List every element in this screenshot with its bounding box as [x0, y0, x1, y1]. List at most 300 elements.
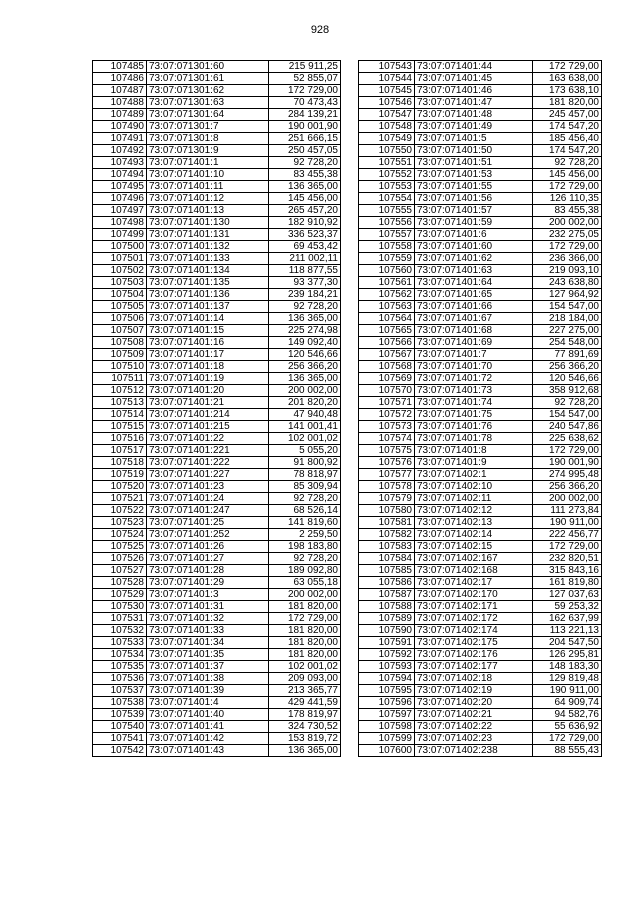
amount-cell: 239 184,21	[269, 289, 341, 301]
amount-cell: 265 457,20	[269, 205, 341, 217]
amount-cell: 200 002,00	[533, 217, 602, 229]
cadastral-number-cell: 73:07:071301:61	[147, 73, 269, 85]
amount-cell: 172 729,00	[533, 733, 602, 745]
table-row	[93, 565, 341, 577]
row-number-cell: 107527	[93, 565, 147, 577]
row-number-cell: 107510	[93, 361, 147, 373]
cadastral-number-cell: 73:07:071401:222	[147, 457, 269, 469]
row-number-cell: 107556	[359, 217, 415, 229]
table-row	[93, 385, 341, 397]
cadastral-number-cell: 73:07:071401:42	[147, 733, 269, 745]
cadastral-number-cell: 73:07:071401:14	[147, 313, 269, 325]
row-number-cell: 107582	[359, 529, 415, 541]
row-number-cell: 107585	[359, 565, 415, 577]
amount-cell: 92 728,20	[533, 397, 602, 409]
table-row	[93, 145, 341, 157]
cadastral-number-cell: 73:07:071401:69	[415, 337, 533, 349]
cadastral-number-cell: 73:07:071401:9	[415, 457, 533, 469]
table-row	[93, 313, 341, 325]
row-number-cell: 107564	[359, 313, 415, 325]
cadastral-number-cell: 73:07:071401:26	[147, 541, 269, 553]
cadastral-number-cell: 73:07:071401:62	[415, 253, 533, 265]
table-row	[359, 577, 602, 589]
table-row	[93, 661, 341, 673]
table-row	[359, 745, 602, 757]
cadastral-number-cell: 73:07:071401:63	[415, 265, 533, 277]
cadastral-number-cell: 73:07:071402:21	[415, 709, 533, 721]
table-row	[93, 445, 341, 457]
row-number-cell: 107533	[93, 637, 147, 649]
amount-cell: 172 729,00	[533, 445, 602, 457]
table-row	[93, 709, 341, 721]
table-row	[359, 85, 602, 97]
cadastral-number-cell: 73:07:071401:47	[415, 97, 533, 109]
row-number-cell: 107502	[93, 265, 147, 277]
row-number-cell: 107526	[93, 553, 147, 565]
row-number-cell: 107538	[93, 697, 147, 709]
table-row	[93, 181, 341, 193]
cadastral-number-cell: 73:07:071402:176	[415, 649, 533, 661]
amount-cell: 181 820,00	[533, 97, 602, 109]
amount-cell: 172 729,00	[533, 61, 602, 73]
row-number-cell: 107515	[93, 421, 147, 433]
cadastral-number-cell: 73:07:071401:75	[415, 409, 533, 421]
cadastral-number-cell: 73:07:071402:11	[415, 493, 533, 505]
amount-cell: 91 800,92	[269, 457, 341, 469]
row-number-cell: 107492	[93, 145, 147, 157]
table-row	[359, 553, 602, 565]
cadastral-number-cell: 73:07:071401:38	[147, 673, 269, 685]
cadastral-number-cell: 73:07:071301:60	[147, 61, 269, 73]
amount-cell: 172 729,00	[269, 613, 341, 625]
cadastral-number-cell: 73:07:071401:18	[147, 361, 269, 373]
cadastral-number-cell: 73:07:071401:55	[415, 181, 533, 193]
amount-cell: 173 638,10	[533, 85, 602, 97]
row-number-cell: 107547	[359, 109, 415, 121]
row-number-cell: 107534	[93, 649, 147, 661]
amount-cell: 251 666,15	[269, 133, 341, 145]
row-number-cell: 107598	[359, 721, 415, 733]
cadastral-number-cell: 73:07:071401:131	[147, 229, 269, 241]
row-number-cell: 107551	[359, 157, 415, 169]
table-row	[359, 589, 602, 601]
cadastral-number-cell: 73:07:071301:62	[147, 85, 269, 97]
row-number-cell: 107501	[93, 253, 147, 265]
cadastral-number-cell: 73:07:071301:8	[147, 133, 269, 145]
amount-cell: 154 547,00	[533, 409, 602, 421]
row-number-cell: 107511	[93, 373, 147, 385]
table-row	[359, 301, 602, 313]
table-row	[93, 697, 341, 709]
cadastral-number-cell: 73:07:071402:23	[415, 733, 533, 745]
amount-cell: 136 365,00	[269, 313, 341, 325]
cadastral-number-cell: 73:07:071401:44	[415, 61, 533, 73]
cadastral-number-cell: 73:07:071401:15	[147, 325, 269, 337]
table-row	[93, 613, 341, 625]
table-row	[93, 481, 341, 493]
cadastral-number-cell: 73:07:071401:32	[147, 613, 269, 625]
amount-cell: 236 366,00	[533, 253, 602, 265]
amount-cell: 92 728,20	[269, 157, 341, 169]
row-number-cell: 107499	[93, 229, 147, 241]
cadastral-number-cell: 73:07:071401:21	[147, 397, 269, 409]
row-number-cell: 107486	[93, 73, 147, 85]
cadastral-number-cell: 73:07:071401:6	[415, 229, 533, 241]
amount-cell: 315 843,16	[533, 565, 602, 577]
amount-cell: 47 940,48	[269, 409, 341, 421]
table-row	[93, 673, 341, 685]
cadastral-number-cell: 73:07:071401:72	[415, 373, 533, 385]
amount-cell: 141 001,41	[269, 421, 341, 433]
table-row	[93, 61, 341, 73]
amount-cell: 174 547,20	[533, 121, 602, 133]
amount-cell: 189 092,80	[269, 565, 341, 577]
table-row	[93, 301, 341, 313]
table-row	[93, 625, 341, 637]
table-row	[359, 325, 602, 337]
table-row	[359, 133, 602, 145]
row-number-cell: 107592	[359, 649, 415, 661]
table-row	[359, 433, 602, 445]
amount-cell: 55 636,92	[533, 721, 602, 733]
row-number-cell: 107583	[359, 541, 415, 553]
table-row	[93, 85, 341, 97]
row-number-cell: 107568	[359, 361, 415, 373]
table-row	[93, 637, 341, 649]
cadastral-number-cell: 73:07:071401:76	[415, 421, 533, 433]
table-row	[93, 457, 341, 469]
row-number-cell: 107599	[359, 733, 415, 745]
table-row	[93, 577, 341, 589]
row-number-cell: 107560	[359, 265, 415, 277]
row-number-cell: 107491	[93, 133, 147, 145]
table-row	[359, 289, 602, 301]
table-row	[93, 217, 341, 229]
amount-cell: 68 526,14	[269, 505, 341, 517]
amount-cell: 118 877,55	[269, 265, 341, 277]
table-row	[93, 493, 341, 505]
cadastral-number-cell: 73:07:071401:4	[147, 697, 269, 709]
amount-cell: 219 093,10	[533, 265, 602, 277]
amount-cell: 120 546,66	[269, 349, 341, 361]
row-number-cell: 107580	[359, 505, 415, 517]
table-row	[359, 193, 602, 205]
row-number-cell: 107522	[93, 505, 147, 517]
cadastral-number-cell: 73:07:071401:29	[147, 577, 269, 589]
row-number-cell: 107493	[93, 157, 147, 169]
row-number-cell: 107517	[93, 445, 147, 457]
cadastral-number-cell: 73:07:071301:63	[147, 97, 269, 109]
table-row	[93, 505, 341, 517]
row-number-cell: 107594	[359, 673, 415, 685]
cadastral-number-cell: 73:07:071401:27	[147, 553, 269, 565]
amount-cell: 92 728,20	[533, 157, 602, 169]
amount-cell: 120 546,66	[533, 373, 602, 385]
amount-cell: 88 555,43	[533, 745, 602, 757]
amount-cell: 218 184,00	[533, 313, 602, 325]
amount-cell: 200 002,00	[269, 385, 341, 397]
row-number-cell: 107545	[359, 85, 415, 97]
amount-cell: 92 728,20	[269, 553, 341, 565]
table-row	[93, 649, 341, 661]
amount-cell: 136 365,00	[269, 181, 341, 193]
amount-cell: 198 183,80	[269, 541, 341, 553]
amount-cell: 200 002,00	[269, 589, 341, 601]
amount-cell: 126 295,81	[533, 649, 602, 661]
table-row	[93, 373, 341, 385]
row-number-cell: 107521	[93, 493, 147, 505]
row-number-cell: 107490	[93, 121, 147, 133]
table-row	[359, 469, 602, 481]
row-number-cell: 107530	[93, 601, 147, 613]
amount-cell: 145 456,00	[269, 193, 341, 205]
table-row	[359, 697, 602, 709]
row-number-cell: 107489	[93, 109, 147, 121]
cadastral-number-cell: 73:07:071401:64	[415, 277, 533, 289]
cadastral-number-cell: 73:07:071401:24	[147, 493, 269, 505]
cadastral-number-cell: 73:07:071401:16	[147, 337, 269, 349]
amount-cell: 161 819,80	[533, 577, 602, 589]
table-row	[359, 73, 602, 85]
row-number-cell: 107595	[359, 685, 415, 697]
row-number-cell: 107514	[93, 409, 147, 421]
amount-cell: 172 729,00	[533, 541, 602, 553]
cadastral-number-cell: 73:07:071402:13	[415, 517, 533, 529]
amount-cell: 256 366,20	[269, 361, 341, 373]
amount-cell: 227 275,00	[533, 325, 602, 337]
table-row	[359, 121, 602, 133]
cadastral-number-cell: 73:07:071402:15	[415, 541, 533, 553]
table-row	[93, 133, 341, 145]
amount-cell: 256 366,20	[533, 361, 602, 373]
amount-cell: 64 909,74	[533, 697, 602, 709]
amount-cell: 93 377,30	[269, 277, 341, 289]
row-number-cell: 107494	[93, 169, 147, 181]
cadastral-number-cell: 73:07:071401:60	[415, 241, 533, 253]
row-number-cell: 107497	[93, 205, 147, 217]
cadastral-number-cell: 73:07:071401:39	[147, 685, 269, 697]
cadastral-number-cell: 73:07:071401:37	[147, 661, 269, 673]
cadastral-number-cell: 73:07:071401:35	[147, 649, 269, 661]
table-row	[93, 589, 341, 601]
cadastral-number-cell: 73:07:071402:17	[415, 577, 533, 589]
cadastral-number-cell: 73:07:071401:66	[415, 301, 533, 313]
row-number-cell: 107576	[359, 457, 415, 469]
row-number-cell: 107572	[359, 409, 415, 421]
table-row	[93, 169, 341, 181]
table-row	[93, 229, 341, 241]
amount-cell: 102 001,02	[269, 433, 341, 445]
row-number-cell: 107589	[359, 613, 415, 625]
table-row	[359, 649, 602, 661]
amount-cell: 153 819,72	[269, 733, 341, 745]
amount-cell: 274 995,48	[533, 469, 602, 481]
row-number-cell: 107505	[93, 301, 147, 313]
row-number-cell: 107508	[93, 337, 147, 349]
cadastral-number-cell: 73:07:071401:25	[147, 517, 269, 529]
amount-cell: 358 912,68	[533, 385, 602, 397]
cadastral-number-cell: 73:07:071401:11	[147, 181, 269, 193]
row-number-cell: 107541	[93, 733, 147, 745]
row-number-cell: 107577	[359, 469, 415, 481]
table-row	[359, 673, 602, 685]
row-number-cell: 107559	[359, 253, 415, 265]
amount-cell: 162 637,99	[533, 613, 602, 625]
cadastral-number-cell: 73:07:071401:137	[147, 301, 269, 313]
amount-cell: 222 456,77	[533, 529, 602, 541]
amount-cell: 163 638,00	[533, 73, 602, 85]
table-row	[359, 145, 602, 157]
table-row	[93, 97, 341, 109]
table-row	[93, 289, 341, 301]
row-number-cell: 107519	[93, 469, 147, 481]
table-row	[93, 421, 341, 433]
row-number-cell: 107500	[93, 241, 147, 253]
table-row	[359, 445, 602, 457]
amount-cell: 190 911,00	[533, 517, 602, 529]
cadastral-number-cell: 73:07:071402:172	[415, 613, 533, 625]
cadastral-number-cell: 73:07:071401:40	[147, 709, 269, 721]
amount-cell: 190 001,90	[269, 121, 341, 133]
cadastral-number-cell: 73:07:071401:78	[415, 433, 533, 445]
row-number-cell: 107529	[93, 589, 147, 601]
row-number-cell: 107590	[359, 625, 415, 637]
cadastral-number-cell: 73:07:071402:18	[415, 673, 533, 685]
table-row	[359, 409, 602, 421]
cadastral-number-cell: 73:07:071401:45	[415, 73, 533, 85]
cadastral-number-cell: 73:07:071402:238	[415, 745, 533, 757]
row-number-cell: 107487	[93, 85, 147, 97]
cadastral-number-cell: 73:07:071401:57	[415, 205, 533, 217]
row-number-cell: 107591	[359, 637, 415, 649]
row-number-cell: 107552	[359, 169, 415, 181]
cadastral-number-cell: 73:07:071401:28	[147, 565, 269, 577]
amount-cell: 127 964,92	[533, 289, 602, 301]
cadastral-number-cell: 73:07:071401:221	[147, 445, 269, 457]
cadastral-number-cell: 73:07:071401:252	[147, 529, 269, 541]
cadastral-number-cell: 73:07:071401:10	[147, 169, 269, 181]
amount-cell: 92 728,20	[269, 301, 341, 313]
cadastral-number-cell: 73:07:071401:56	[415, 193, 533, 205]
cadastral-number-cell: 73:07:071401:13	[147, 205, 269, 217]
row-number-cell: 107565	[359, 325, 415, 337]
row-number-cell: 107512	[93, 385, 147, 397]
table-row	[93, 529, 341, 541]
cadastral-number-cell: 73:07:071301:7	[147, 121, 269, 133]
cadastral-number-cell: 73:07:071402:170	[415, 589, 533, 601]
amount-cell: 83 455,38	[533, 205, 602, 217]
row-number-cell: 107561	[359, 277, 415, 289]
amount-cell: 172 729,00	[533, 181, 602, 193]
amount-cell: 136 365,00	[269, 373, 341, 385]
row-number-cell: 107485	[93, 61, 147, 73]
row-number-cell: 107488	[93, 97, 147, 109]
row-number-cell: 107523	[93, 517, 147, 529]
table-row	[359, 337, 602, 349]
amount-cell: 324 730,52	[269, 721, 341, 733]
row-number-cell: 107503	[93, 277, 147, 289]
row-number-cell: 107516	[93, 433, 147, 445]
table-row	[359, 625, 602, 637]
cadastral-number-cell: 73:07:071401:34	[147, 637, 269, 649]
amount-cell: 225 274,98	[269, 325, 341, 337]
table-row	[359, 373, 602, 385]
row-number-cell: 107525	[93, 541, 147, 553]
cadastral-number-cell: 73:07:071401:74	[415, 397, 533, 409]
table-row	[93, 517, 341, 529]
cadastral-number-cell: 73:07:071402:10	[415, 481, 533, 493]
table-row	[359, 205, 602, 217]
row-number-cell: 107587	[359, 589, 415, 601]
cadastral-number-cell: 73:07:071401:3	[147, 589, 269, 601]
table-row	[359, 709, 602, 721]
cadastral-number-cell: 73:07:071401:41	[147, 721, 269, 733]
cadastral-number-cell: 73:07:071401:46	[415, 85, 533, 97]
row-number-cell: 107566	[359, 337, 415, 349]
row-number-cell: 107571	[359, 397, 415, 409]
cadastral-number-cell: 73:07:071401:17	[147, 349, 269, 361]
amount-cell: 149 092,40	[269, 337, 341, 349]
table-row	[93, 745, 341, 757]
amount-cell: 5 055,20	[269, 445, 341, 457]
row-number-cell: 107524	[93, 529, 147, 541]
amount-cell: 250 457,05	[269, 145, 341, 157]
table-row	[93, 409, 341, 421]
table-row	[359, 661, 602, 673]
amount-cell: 209 093,00	[269, 673, 341, 685]
table-row	[93, 433, 341, 445]
table-row	[93, 325, 341, 337]
table-row	[359, 421, 602, 433]
amount-cell: 83 455,38	[269, 169, 341, 181]
table-row	[93, 601, 341, 613]
table-row	[93, 349, 341, 361]
table-row	[93, 397, 341, 409]
cadastral-number-cell: 73:07:071401:214	[147, 409, 269, 421]
amount-cell: 200 002,00	[533, 493, 602, 505]
cadastral-number-cell: 73:07:071402:19	[415, 685, 533, 697]
row-number-cell: 107570	[359, 385, 415, 397]
row-number-cell: 107546	[359, 97, 415, 109]
cadastral-number-cell: 73:07:071402:1	[415, 469, 533, 481]
cadastral-number-cell: 73:07:071401:1	[147, 157, 269, 169]
row-number-cell: 107550	[359, 145, 415, 157]
amount-cell: 182 910,92	[269, 217, 341, 229]
row-number-cell: 107520	[93, 481, 147, 493]
table-row	[359, 361, 602, 373]
amount-cell: 145 456,00	[533, 169, 602, 181]
table-row	[93, 73, 341, 85]
table-row	[359, 265, 602, 277]
amount-cell: 232 820,51	[533, 553, 602, 565]
cadastral-number-cell: 73:07:071402:20	[415, 697, 533, 709]
table-row	[359, 313, 602, 325]
amount-cell: 185 456,40	[533, 133, 602, 145]
cadastral-number-cell: 73:07:071401:43	[147, 745, 269, 757]
cadastral-number-cell: 73:07:071301:9	[147, 145, 269, 157]
table-row	[359, 397, 602, 409]
table-row	[359, 493, 602, 505]
cadastral-number-cell: 73:07:071401:31	[147, 601, 269, 613]
cadastral-number-cell: 73:07:071401:49	[415, 121, 533, 133]
table-row	[359, 349, 602, 361]
row-number-cell: 107495	[93, 181, 147, 193]
cadastral-number-cell: 73:07:071401:67	[415, 313, 533, 325]
cadastral-number-cell: 73:07:071402:174	[415, 625, 533, 637]
table-row	[93, 121, 341, 133]
table-row	[359, 241, 602, 253]
table-row	[359, 253, 602, 265]
